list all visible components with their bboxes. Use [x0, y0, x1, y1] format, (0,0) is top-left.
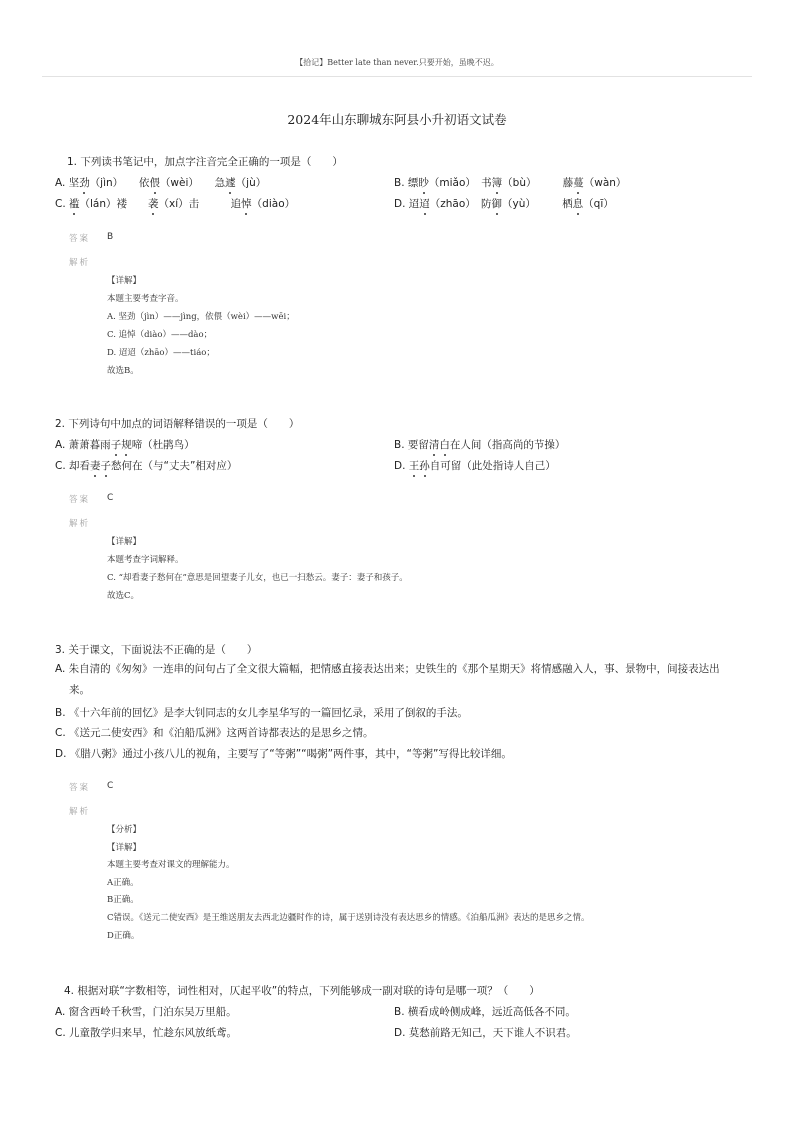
- question-1-explanation-line: C. 追悼（diào）——dào；: [107, 330, 213, 340]
- question-1-stem: 1. 下列读书笔记中，加点字注音完全正确的一项是（ ）: [67, 156, 343, 168]
- question-3-explanation-line: 【详解】: [107, 843, 142, 853]
- question-3-option-a: A. 朱自清的《匆匆》一连串的问句占了全文很大篇幅，把情感直接表达出来；史铁生的《那个星期天》将情感融入人，事、景物中，间接表达出来。: [55, 663, 720, 696]
- question-2-explanation-line: 故选C。: [107, 591, 140, 601]
- question-1-answer: B: [107, 232, 114, 242]
- question-3-explanation-line: A正确。: [107, 878, 139, 888]
- question-3-answer: C: [107, 781, 114, 791]
- analysis-label: 解析: [69, 807, 91, 817]
- question-3-explanation-line: D正确。: [107, 931, 140, 941]
- question-4-option-d: D. 莫愁前路无知己，天下谁人不识君。: [394, 1027, 577, 1039]
- question-3-option-b: B. 《十六年前的回忆》是李大钊同志的女儿李星华写的一篇回忆录，采用了倒叙的手法。: [55, 707, 468, 719]
- answer-label: 答案: [69, 495, 91, 505]
- question-2-option-b: B. 要留清白在人间（指高尚的节操）: [394, 439, 566, 451]
- question-3-option-c: C. 《送元二使安西》和《泊船瓜洲》这两首诗都表达的是思乡之情。: [55, 727, 374, 739]
- question-3-explanation-line: 【分析】: [107, 825, 142, 835]
- question-4-option-c: C. 儿童散学归来早，忙趁东风放纸鸢。: [55, 1027, 238, 1039]
- question-4-stem: 4. 根据对联“字数相等，词性相对，仄起平收”的特点，下列能够成一副对联的诗句是哪一项？（ ）: [64, 985, 540, 997]
- question-1-explanation-line: 故选B。: [107, 366, 139, 376]
- question-1-option-b: B. 缥眇（miǎo） 书簿（bù） 藤蔓（wàn）: [394, 177, 627, 189]
- header-note: 【拾记】Better late than never.只要开始，虽晚不迟。: [295, 58, 499, 67]
- question-4-option-a: A. 窗含西岭千秋雪，门泊东吴万里船。: [55, 1006, 237, 1018]
- question-2-explanation-line: 本题考查字词解释。: [107, 555, 184, 565]
- question-1-option-a: A. 坚劲（jìn） 依偎（wèi） 急遽（jù）: [55, 177, 267, 189]
- question-1-explanation-line: 本题主要考查字音。: [107, 294, 184, 304]
- answer-label: 答案: [69, 783, 91, 793]
- question-2-explanation-line: C. “却看妻子愁何在”意思是回望妻子儿女，也已一扫愁云。妻子：妻子和孩子。: [107, 573, 408, 583]
- question-2-stem: 2. 下列诗句中加点的词语解释错误的一项是（ ）: [55, 418, 300, 430]
- header-divider: [42, 76, 752, 77]
- question-2-option-a: A. 萧萧暮雨子规啼（杜鹃鸟）: [55, 439, 195, 451]
- page-title: 2024年山东聊城东阿县小升初语文试卷: [287, 112, 507, 127]
- question-3-explanation-line: C错误。《送元二使安西》是王维送朋友去西北边疆时作的诗，属于送别诗没有表达思乡的情感。《泊船瓜洲》表达的是思乡之情。: [107, 913, 590, 923]
- answer-label: 答案: [69, 234, 91, 244]
- analysis-label: 解析: [69, 258, 91, 268]
- question-1-explanation-line: A. 坚劲（jìn）——jìng，依偎（wèi）——wēi；: [107, 312, 295, 322]
- question-3-option-d: D. 《腊八粥》通过小孩八儿的视角，主要写了“等粥”“喝粥”两件事，其中，“等粥”写得比较详细。: [55, 748, 512, 760]
- question-1-explanation-line: D. 迢迢（zhāo）——tiáo；: [107, 348, 215, 358]
- question-2-option-d: D. 王孙自可留（此处指诗人自己）: [394, 460, 556, 472]
- question-1-option-d: D. 迢迢（zhāo） 防御（yù） 栖息（qī）: [394, 198, 614, 210]
- question-2-option-c: C. 却看妻子愁何在（与“丈夫”相对应）: [55, 460, 238, 472]
- question-4-option-b: B. 横看成岭侧成峰，远近高低各不同。: [394, 1006, 576, 1018]
- analysis-label: 解析: [69, 519, 91, 529]
- question-1-explanation-line: 【详解】: [107, 276, 142, 286]
- question-1-option-c: C. 褴（lán）褛 袭（xí）击 追悼（diào）: [55, 198, 296, 210]
- question-2-answer: C: [107, 493, 114, 503]
- question-2-explanation-line: 【详解】: [107, 537, 142, 547]
- question-3-stem: 3. 关于课文，下面说法不正确的是（ ）: [55, 644, 258, 656]
- question-3-explanation-line: 本题主要考查对课文的理解能力。: [107, 860, 235, 870]
- question-3-explanation-line: B正确。: [107, 895, 139, 905]
